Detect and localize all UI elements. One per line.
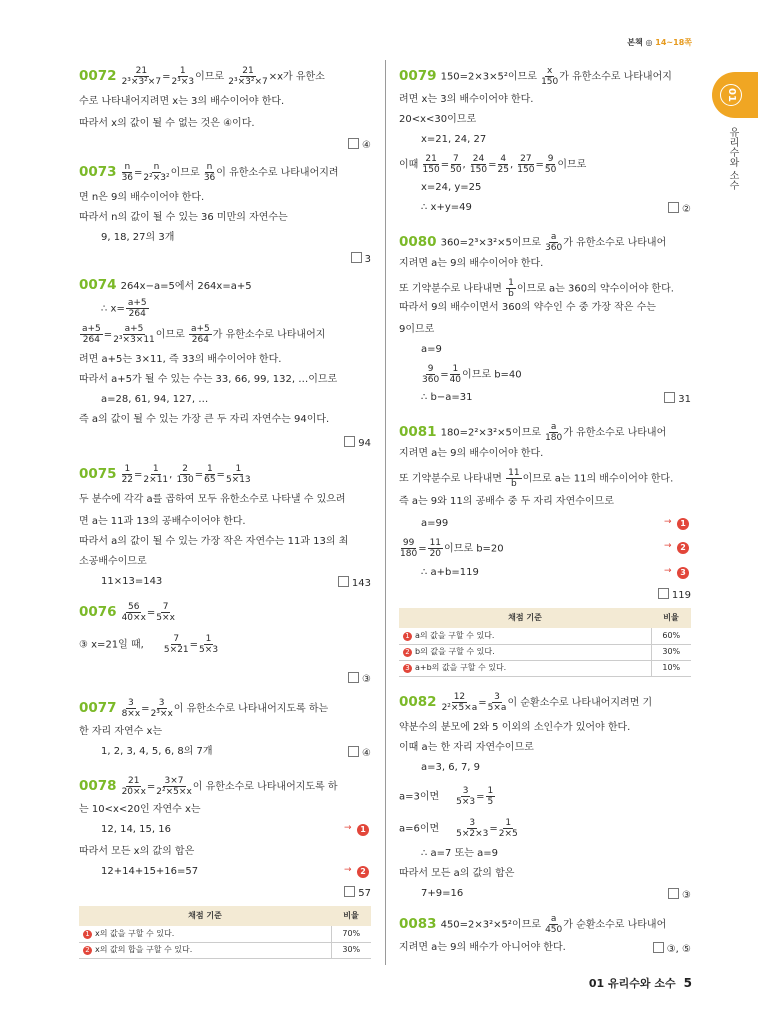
answer-box: 3 [351, 252, 371, 266]
answer-box: 94 [344, 436, 371, 450]
step-marker-1: → 1 [677, 518, 689, 530]
table-row: 3 a+b의 값을 구할 수 있다. 10% [399, 660, 691, 676]
answer-box: ③ [668, 888, 691, 902]
answer-box: ③ [348, 672, 371, 686]
grading-table-0078: 채점 기준 비율 1 x의 값을 구할 수 있다. 70% 2 x의 값의 합을 구할 수 있다. 30% [79, 906, 371, 959]
page-range: 14~18쪽 [655, 38, 692, 47]
answer-box: 143 [338, 576, 371, 590]
answer-box: ④ [348, 138, 371, 152]
step-marker-2: → 2 [357, 866, 369, 878]
table-row: 2 x의 값의 합을 구할 수 있다. 30% [79, 942, 371, 958]
answer-box: ④ [348, 746, 371, 760]
chapter-title-vertical: 유리수와 소수 [727, 127, 738, 191]
column-divider [385, 60, 386, 965]
table-row: 2 b의 값을 구할 수 있다. 30% [399, 644, 691, 660]
step-marker-1: → 1 [357, 824, 369, 836]
answer-box: ② [668, 202, 691, 216]
step-marker-2: → 2 [677, 542, 689, 554]
chapter-number: 01 [720, 84, 742, 106]
answer-box: ③, ⑤ [653, 942, 691, 956]
page-footer [589, 977, 692, 991]
answer-box: 31 [664, 392, 691, 406]
answer-box: 119 [658, 588, 691, 602]
page-header: 본책 ◎ 14~18쪽 [627, 38, 692, 47]
table-header: 채점 기준 [79, 906, 331, 926]
grading-table-0081: 채점 기준 비율 1 a의 값을 구할 수 있다. 60% 2 b의 값을 구할 수 있다. 30% 3 a+b의 값을 구할 수 있다. 10% [399, 608, 691, 677]
table-row: 1 a의 값을 구할 수 있다. 60% [399, 628, 691, 644]
answer-box: 57 [344, 886, 371, 900]
page-number: 5 [683, 976, 692, 990]
problem-number: 0072 [79, 67, 117, 84]
table-row: 1 x의 값을 구할 수 있다. 70% [79, 926, 371, 942]
chapter-label: 01 유리수와 소수 [588, 977, 676, 990]
table-header: 채점 기준 [399, 608, 651, 628]
chapter-tab [712, 72, 758, 118]
book-label: 본책 [627, 38, 643, 47]
step-marker-3: → 3 [677, 567, 689, 579]
